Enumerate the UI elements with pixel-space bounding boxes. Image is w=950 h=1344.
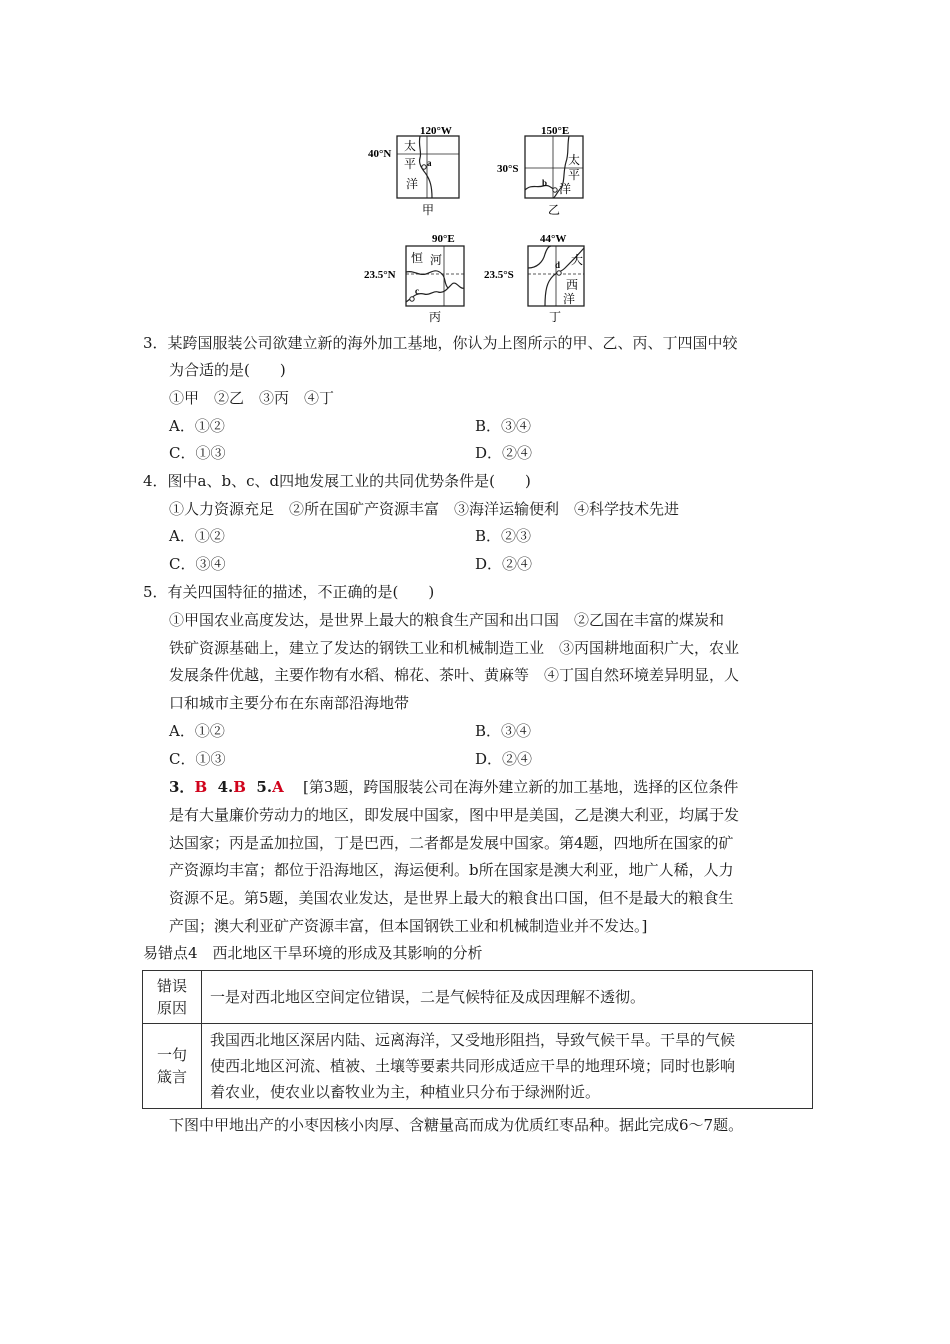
map-jia-ocean-1: 太	[404, 139, 417, 153]
q5-option-d: D．②④	[475, 750, 533, 768]
map-ding-svg	[483, 228, 598, 323]
q5-option-b: B．③④	[475, 722, 532, 740]
map-ding-lon: 44°W	[540, 233, 567, 245]
row-header-motto-line1: 一句	[156, 1046, 187, 1064]
q4-option-a: A．①②	[169, 527, 225, 545]
map-jia-lat: 40°N	[368, 148, 392, 160]
map-bing-lon: 90°E	[432, 233, 455, 245]
map-yi-point: b	[542, 178, 548, 188]
map-bing-river-1: 恒	[411, 251, 424, 265]
motto-line3: 着农业，使农业以畜牧业为主，种植业只分布于绿洲附近。	[210, 1083, 601, 1101]
map-bing-river-2: 河	[430, 253, 443, 267]
map-bing-lat: 23.5°N	[364, 269, 396, 281]
map-yi-ocean-3: 洋	[559, 182, 572, 196]
q4-option-d: D．②④	[475, 555, 533, 573]
q3-items: ①甲 ②乙 ③丙 ④丁	[169, 389, 335, 407]
q4-option-b: B．②③	[475, 527, 532, 545]
map-jia-lon: 120°W	[420, 125, 452, 137]
row-content-motto	[202, 1024, 813, 1109]
table-row-reason	[143, 971, 813, 1024]
next-question-intro: 下图中甲地出产的小枣因核小肉厚、含糖量高而成为优质红枣品种。据此完成6～7题。	[169, 1116, 744, 1134]
row-header-motto	[143, 1024, 202, 1109]
answer-key	[169, 777, 284, 797]
map-yi-lon: 150°E	[541, 125, 570, 137]
map-ding-ocean-3: 洋	[563, 292, 576, 306]
explanation-line3: 达国家；丙是孟加拉国，丁是巴西，二者都是发展中国家。第4题，四地所在国家的矿	[169, 834, 734, 852]
map-ding	[483, 228, 598, 323]
answer-3: B	[194, 778, 208, 796]
map-yi-caption: 乙	[548, 203, 561, 217]
map-jia	[360, 122, 470, 217]
map-yi-svg	[495, 122, 605, 217]
q3-option-a: A．①②	[169, 417, 225, 435]
map-ding-ocean-2: 西	[566, 278, 579, 292]
map-jia-ocean-2: 平	[404, 157, 417, 171]
map-ding-caption: 丁	[549, 310, 562, 324]
explanation-line4: 产资源均丰富；都位于沿海地区，海运便利。b所在国家是澳大利亚，地广人稀，人力	[169, 861, 734, 879]
q5-desc-line1: ①甲国农业高度发达，是世界上最大的粮食生产国和出口国 ②乙国在丰富的煤炭和	[169, 611, 725, 629]
motto-line2: 使西北地区河流、植被、土壤等要素共同形成适应干旱的地理环境；同时也影响	[210, 1057, 736, 1075]
explanation-line1: [第3题，跨国服装公司在海外建立新的加工基地，选择的区位条件	[303, 778, 739, 796]
map-bing-point: c	[415, 286, 419, 296]
q4-option-c: C．③④	[169, 555, 226, 573]
q3-option-d: D．②④	[475, 444, 533, 462]
section-title: 易错点4 西北地区干旱环境的形成及其影响的分析	[143, 944, 483, 962]
q5-desc-line3: 发展条件优越，主要作物有水稻、棉花、茶叶、黄麻等 ④丁国自然环境差异明显，人	[169, 666, 740, 684]
answer-4-num: 4.	[217, 778, 234, 796]
answer-5-num: 5.	[256, 778, 273, 796]
answer-5: A	[272, 778, 284, 796]
row-header-reason-line1: 错误	[156, 977, 187, 995]
table-row-motto	[143, 1024, 813, 1109]
row-content-reason: 一是对西北地区空间定位错误，二是气候特征及成因理解不透彻。	[202, 971, 813, 1024]
row-header-reason	[143, 971, 202, 1024]
q4-items: ①人力资源充足 ②所在国矿产资源丰富 ③海洋运输便利 ④科学技术先进	[169, 500, 680, 518]
q3-stem-line1: 3．某跨国服装公司欲建立新的海外加工基地，你认为上图所示的甲、乙、丙、丁四国中较	[143, 334, 738, 352]
map-bing-svg	[360, 228, 475, 323]
map-bing	[360, 228, 475, 323]
map-jia-svg	[360, 122, 470, 217]
row-header-motto-line2: 箴言	[156, 1068, 187, 1086]
map-jia-point: a	[427, 158, 432, 168]
answer-3-num: 3．	[169, 778, 195, 796]
map-bing-caption: 丙	[429, 310, 442, 324]
map-ding-lat: 23.5°S	[484, 269, 514, 281]
explanation-line6: 产国；澳大利亚矿产资源丰富，但本国钢铁工业和机械制造业并不发达。]	[169, 917, 648, 935]
motto-line1: 我国西北地区深居内陆、远离海洋，又受地形阻挡，导致气候干旱。干旱的气候	[210, 1031, 736, 1049]
q5-desc-line4: 口和城市主要分布在东南部沿海地带	[169, 694, 410, 712]
q5-stem: 5．有关四国特征的描述，不正确的是( )	[143, 583, 435, 601]
map-yi	[495, 122, 605, 217]
q5-option-a: A．①②	[169, 722, 225, 740]
error-note-table	[142, 970, 813, 1109]
map-ding-point: d	[555, 260, 561, 270]
map-jia-caption: 甲	[422, 203, 435, 217]
explanation-line2: 是有大量廉价劳动力的地区，即发展中国家，图中甲是美国，乙是澳大利亚，均属于发	[169, 806, 740, 824]
map-ding-ocean-1: 大	[571, 253, 584, 267]
map-yi-ocean-1: 太	[568, 153, 581, 167]
q5-option-c: C．①③	[169, 750, 226, 768]
map-jia-ocean-3: 洋	[406, 177, 419, 191]
explanation-line5: 资源不足。第5题，美国农业发达，是世界上最大的粮食出口国，但不是最大的粮食生	[169, 889, 734, 907]
q3-stem-line2: 为合适的是( )	[169, 361, 286, 379]
q3-option-b: B．③④	[475, 417, 532, 435]
q5-desc-line2: 铁矿资源基础上，建立了发达的钢铁工业和机械制造工业 ③丙国耕地面积广大，农业	[169, 639, 740, 657]
q3-option-c: C．①③	[169, 444, 226, 462]
q4-stem: 4．图中a、b、c、d四地发展工业的共同优势条件是( )	[143, 472, 531, 490]
row-header-reason-line2: 原因	[156, 999, 187, 1017]
map-yi-ocean-2: 平	[568, 168, 581, 182]
map-yi-lat: 30°S	[497, 163, 519, 175]
answer-4: B	[233, 778, 246, 796]
